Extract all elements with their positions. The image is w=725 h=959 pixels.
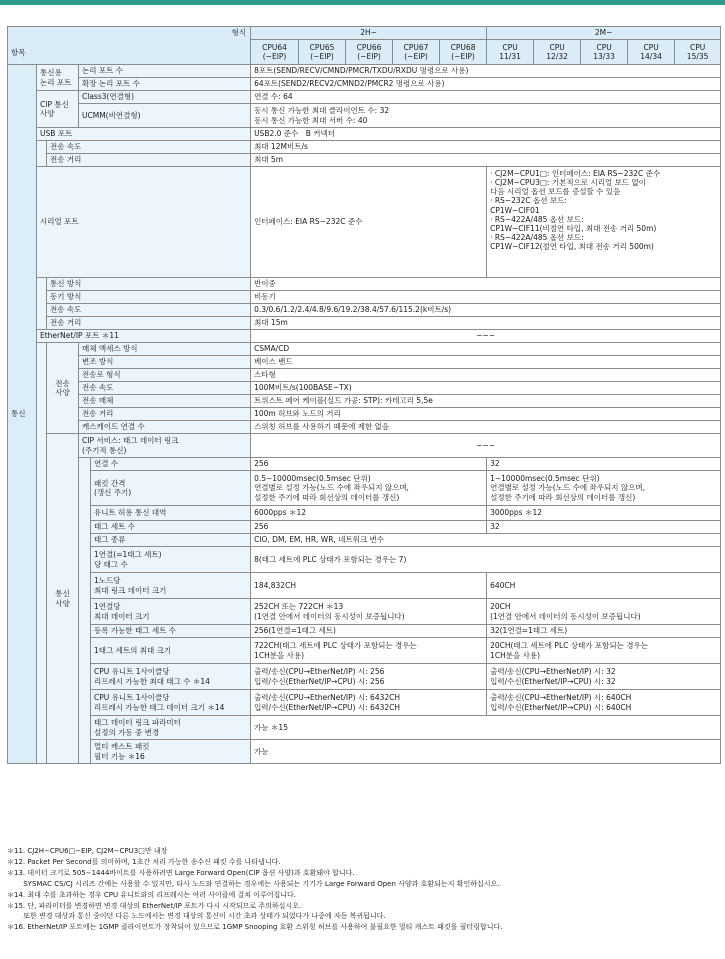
model-header-2h-3: CPU66 (−EIP)	[346, 40, 393, 65]
value-path-type: 스타형	[251, 369, 721, 382]
label-ext-logic-port-count: 확장 논리 포트 수	[79, 78, 251, 91]
value-bandwidth-2h: 6000pps ＊12	[251, 506, 487, 521]
value-trans-speed: 100M비트/s(100BASE−TX)	[251, 382, 721, 395]
value-trans-distance: 100m 허브와 노드의 거리	[251, 408, 721, 421]
label-tags-per-conn: 1연결(=1태그 세트) 당 태그 수	[91, 547, 251, 573]
value-usb-speed: 최대 12M비트/s	[251, 141, 721, 154]
label-ucmm: UCMM(비연결형)	[79, 104, 251, 128]
label-max-tags-refresh: CPU 유니트 1사이클당 리프레시 가능한 최대 태그 수 ＊14	[91, 664, 251, 690]
footnote-15-cont: 또한 변경 대상과 통신 중이던 다른 노드에서는 변경 대상의 통신이 시간 초과 상태가 되었다가 나중에 자동 복귀됩니다.	[7, 912, 386, 921]
group-header-2m: 2M−	[487, 27, 721, 40]
model-header-2h-5: CPU68 (−EIP)	[440, 40, 487, 65]
item-label: 항목	[11, 48, 26, 57]
model-header-2m-4: CPU 14/34	[628, 40, 675, 65]
model-header-2h-1: CPU64 (−EIP)	[251, 40, 299, 65]
model-header-2m-2: CPU 12/32	[534, 40, 581, 65]
label-trans-speed: 전송 속도	[79, 382, 251, 395]
label-param-change: 태그 데이터 링크 파라미터 설정의 가동 중 변경	[91, 716, 251, 740]
value-cascade: 스위칭 허브를 사용하기 때문에 제한 없음	[251, 421, 721, 434]
label-max-data-per-conn: 1연결당 최대 데이터 크기	[91, 599, 251, 625]
value-ext-logic-port-count: 64포트(SEND2/RECV2/CMND2/PMCR2 명령으로 사용)	[251, 78, 721, 91]
value-logic-port-count: 8포트(SEND/RECV/CMND/PMCR/TXDU/RXDU 명령으로 사용)	[251, 65, 721, 78]
footnote-15: ＊15. 단, 파라미터를 변경하면 변경 대상의 EtherNet/IP 포트가 다시 시작되므로 주의하십시오.	[7, 901, 302, 910]
category-tongsin: 통신	[8, 65, 37, 764]
label-tag-types: 태그 종류	[91, 534, 251, 547]
label-max-data-refresh: CPU 유니트 1사이클당 리프레시 가능한 태그 데이터 크기 ＊14	[91, 690, 251, 716]
accent-top-bar	[0, 0, 725, 5]
label-cascade: 캐스케이드 연결 수	[79, 421, 251, 434]
value-max-link-per-node-2m: 640CH	[487, 573, 721, 599]
label-comm-logic-port: 통신용 논리 포트	[37, 65, 79, 91]
model-header-2m-3: CPU 13/33	[581, 40, 628, 65]
value-param-change: 가능 ＊15	[251, 716, 721, 740]
value-serial-2m: · CJ2M−CPU1□: 인터페이스: EIA RS−232C 준수 · CJ2M−CPU3□: 기본적으로 시리얼 보드 없이 다음 시리얼 옵션 보드를 증설할 수 있음 · RS−232C 옵션 보드: CP1W−CIF01 · RS−422A/485 옵션 보드: CP1W−CIF11(비절연 타입, 최대 전송 거리 50m) · RS−422A/485 옵션 보드: CP1W−CIF12(절연 타입, 최대 전송 거리 500m)	[487, 167, 721, 278]
value-registrable-tag-sets-2h: 256(1연결=1태그 세트)	[251, 625, 487, 638]
value-connections-2m: 32	[487, 458, 721, 471]
value-max-data-refresh-2m: 출력/송신(CPU→EtherNet/IP) 시: 640CH 입력/수신(EtherNet/IP→CPU) 시: 640CH	[487, 690, 721, 716]
footnote-12: ＊12. Packet Per Second를 의미하며, 1초간 처리 가능한 송수신 패킷 수를 나타냅니다.	[7, 857, 281, 866]
model-header-2h-2: CPU65 (−EIP)	[299, 40, 346, 65]
value-tags-per-conn: 8(태그 세트에 PLC 상태가 포함되는 경우는 7)	[251, 547, 721, 573]
value-ucmm: 동시 통신 가능한 최대 클라이언트 수: 32 동시 통신 가능한 최대 서버 수: 40	[251, 104, 721, 128]
label-serial-port: 시리얼 포트	[37, 167, 251, 278]
label-serial-speed: 전송 속도	[47, 304, 251, 317]
label-path-type: 전송로 형식	[79, 369, 251, 382]
label-usb-speed: 전송 속도	[47, 141, 251, 154]
value-registrable-tag-sets-2m: 32(1연결=1태그 세트)	[487, 625, 721, 638]
group-header-2h: 2H−	[251, 27, 487, 40]
label-sync-method: 동기 방식	[47, 291, 251, 304]
footnote-13: ＊13. 데이터 크기로 505∼1444바이트를 사용하려면 Large Forward Open(CIP 옵션 사양)과 호환돼야 합니다.	[7, 868, 355, 877]
model-header-2m-1: CPU 11/31	[487, 40, 534, 65]
label-comm-method: 통신 방식	[47, 278, 251, 291]
label-ethernet-port: EtherNet/IP 포트 ＊11	[37, 330, 251, 343]
label-usb-distance: 전송 거리	[47, 154, 251, 167]
footnote-13-cont: SYSMAC CS/CJ 시리즈 간에는 사용할 수 있지만, 타사 노드와 연결하는 경우에는 사용되는 기기가 Large Forward Open 사양과 호환되는지 확인하십시오.	[7, 879, 500, 888]
footnotes	[7, 846, 721, 933]
label-trans-media: 전송 매체	[79, 395, 251, 408]
label-logic-port-count: 논리 포트 수	[79, 65, 251, 78]
value-max-data-per-conn-2h: 252CH 또는 722CH ＊13 (1연결 안에서 데이터의 동시성이 보증됩니다)	[251, 599, 487, 625]
value-max-tags-refresh-2h: 출력/송신(CPU→EtherNet/IP) 시: 256 입력/수신(EtherNet/IP→CPU) 시: 256	[251, 664, 487, 690]
ethernet-indent	[37, 343, 47, 764]
value-serial-2h: 인터페이스: EIA RS−232C 준수	[251, 167, 487, 278]
label-trans-spec: 전송 사양	[47, 343, 79, 434]
label-usb-port: USB 포트	[37, 128, 251, 141]
label-multicast-filter: 멀티 캐스트 패킷 필터 기능 ＊16	[91, 740, 251, 764]
value-trans-media: 트위스트 페어 케이블(실드 가공: STP): 카테고리 5,5e	[251, 395, 721, 408]
label-bandwidth: 유니트 허용 통신 대역	[91, 506, 251, 521]
label-serial-distance: 전송 거리	[47, 317, 251, 330]
label-connections: 연결 수	[91, 458, 251, 471]
value-packet-interval-2m: 1∼10000msec(0.5msec 단위) 연결별로 설정 가능(노드 수에 좌우되지 않으며, 설정한 주기에 따라 회선상의 데이터를 갱신)	[487, 471, 721, 506]
label-packet-interval: 패킷 간격 (갱신 주기)	[91, 471, 251, 506]
label-max-link-per-node: 1노드당 최대 링크 데이터 크기	[91, 573, 251, 599]
cip-service-indent	[79, 458, 91, 764]
footnote-16: ＊16. EtherNet/IP 포트에는 1GMP 클라이언트가 장착되어 있으므로 1GMP Snooping 호환 스위칭 허브를 사용하여 불필요한 멀티 캐스트 패킷을 필터링합니다.	[7, 923, 503, 932]
value-sync-method: 비동기	[251, 291, 721, 304]
value-media-access: CSMA/CD	[251, 343, 721, 356]
value-bandwidth-2m: 3000pps ＊12	[487, 506, 721, 521]
value-comm-method: 반이중	[251, 278, 721, 291]
label-comm-spec: 통신 사양	[47, 434, 79, 764]
value-multicast-filter: 가능	[251, 740, 721, 764]
value-max-tag-set-size-2m: 20CH(태그 세트에 PLC 상태가 포함되는 경우는 1CH분을 사용)	[487, 638, 721, 664]
value-serial-speed: 0.3/0.6/1.2/2.4/4.8/9.6/19.2/38.4/57.6/115.2(k비트/s)	[251, 304, 721, 317]
label-cip-service: CIP 서비스: 태그 데이터 링크 (주기적 통신)	[79, 434, 251, 458]
value-ethernet-port: −−−	[251, 330, 721, 343]
serial-indent	[37, 278, 47, 330]
label-trans-distance: 전송 거리	[79, 408, 251, 421]
model-header-2h-4: CPU67 (−EIP)	[393, 40, 440, 65]
label-media-access: 매체 액세스 방식	[79, 343, 251, 356]
header-corner-cell	[8, 27, 251, 65]
value-connections-2h: 256	[251, 458, 487, 471]
label-tag-count: 태그 세트 수	[91, 521, 251, 534]
label-class3: Class3(연결형)	[79, 91, 251, 104]
footnote-14: ＊14. 최대 수를 초과하는 경우 CPU 유니트와의 리프레시는 여러 사이클에 걸쳐 이루어집니다.	[7, 890, 296, 899]
value-tag-types: CIO, DM, EM, HR, WR, 네트워크 변수	[251, 534, 721, 547]
value-usb-distance: 최대 5m	[251, 154, 721, 167]
value-serial-distance: 최대 15m	[251, 317, 721, 330]
footnote-11: ＊11. CJ2H−CPU6□−EIP, CJ2M−CPU3□만 내장	[7, 847, 168, 855]
value-cip-service: −−−	[251, 434, 721, 458]
value-usb-port: USB2.0 준수 B 커넥터	[251, 128, 721, 141]
value-max-link-per-node-2h: 184,832CH	[251, 573, 487, 599]
value-max-tags-refresh-2m: 출력/송신(CPU→EtherNet/IP) 시: 32 입력/수신(EtherNet/IP→CPU) 시: 32	[487, 664, 721, 690]
spec-table	[7, 26, 721, 764]
value-tag-count-2h: 256	[251, 521, 487, 534]
model-header-2m-5: CPU 15/35	[675, 40, 721, 65]
label-registrable-tag-sets: 등록 가능한 태그 세트 수	[91, 625, 251, 638]
value-packet-interval-2h: 0.5∼10000msec(0.5msec 단위) 연결별로 설정 가능(노드 수에 좌우되지 않으며, 설정한 주기에 따라 회선상의 데이터를 갱신)	[251, 471, 487, 506]
value-max-tag-set-size-2h: 722CH(태그 세트에 PLC 상태가 포함되는 경우는 1CH분을 사용)	[251, 638, 487, 664]
usb-indent	[37, 141, 47, 167]
label-modulation: 변조 방식	[79, 356, 251, 369]
value-tag-count-2m: 32	[487, 521, 721, 534]
label-cip: CIP 통신 사양	[37, 91, 79, 128]
value-class3: 연결 수: 64	[251, 91, 721, 104]
value-modulation: 베이스 밴드	[251, 356, 721, 369]
label-max-tag-set-size: 1태그 세트의 최대 크기	[91, 638, 251, 664]
value-max-data-refresh-2h: 출력/송신(CPU→EtherNet/IP) 시: 6432CH 입력/수신(EtherNet/IP→CPU) 시: 6432CH	[251, 690, 487, 716]
value-max-data-per-conn-2m: 20CH (1연결 안에서 데이터의 동시성이 보증됩니다)	[487, 599, 721, 625]
format-label: 형식	[231, 28, 247, 37]
